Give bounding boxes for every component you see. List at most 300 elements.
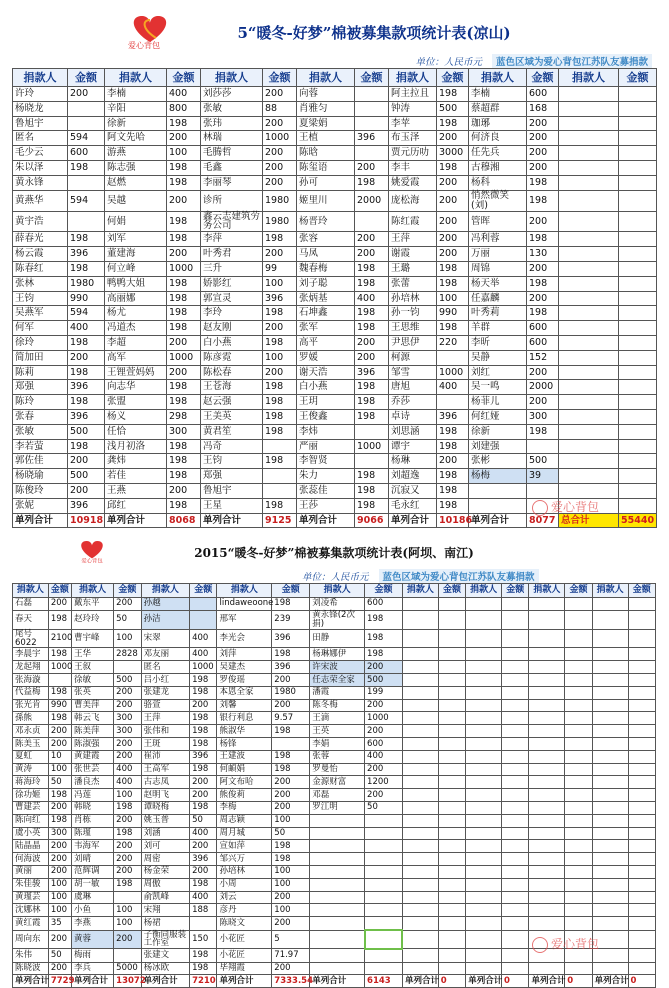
donor-name <box>559 336 619 351</box>
donor-name <box>402 962 438 975</box>
donor-name <box>529 598 565 611</box>
donor-name: 王苍海 <box>201 380 263 395</box>
donation-amount: 50 <box>48 949 71 962</box>
donor-name: 董建海 <box>105 247 167 262</box>
donation-amount: 600 <box>68 146 105 161</box>
donation-amount <box>619 211 657 232</box>
sheet-title-bar <box>12 10 656 54</box>
donation-amount: 198 <box>68 395 105 410</box>
donor-name: 杨菲儿 <box>469 395 527 410</box>
donation-amount: 396 <box>263 291 297 306</box>
donor-name <box>466 712 502 725</box>
total-label: 单列合计 <box>141 975 189 988</box>
donation-amount <box>565 725 592 738</box>
donation-table <box>12 583 656 988</box>
donation-amount: 198 <box>167 291 201 306</box>
table-row <box>13 840 656 853</box>
donor-name <box>466 802 502 815</box>
donor-name <box>466 629 502 648</box>
donation-amount: 198 <box>114 827 141 840</box>
donor-name: 徐敏 <box>72 674 114 687</box>
donor-name <box>466 776 502 789</box>
donation-amount: 198 <box>437 469 469 484</box>
donor-name: 白小燕 <box>297 380 355 395</box>
donation-amount <box>502 598 529 611</box>
donation-amount: 400 <box>190 891 217 904</box>
donation-amount: 200 <box>114 840 141 853</box>
donor-name <box>402 917 438 930</box>
donation-amount: 198 <box>114 878 141 891</box>
donor-name: 黄永锋(2次捐) <box>310 610 365 629</box>
donor-name: 张容 <box>297 232 355 247</box>
donor-name: 邓磊 <box>310 789 365 802</box>
heart-logo-icon <box>72 537 132 565</box>
donor-name: 小花匠 <box>217 949 272 962</box>
donor-name <box>402 827 438 840</box>
donation-amount: 200 <box>355 336 389 351</box>
donation-amount <box>502 750 529 763</box>
table-row <box>13 262 657 277</box>
donation-amount: 100 <box>272 904 310 917</box>
donor-name <box>402 712 438 725</box>
donor-name: 白小燕 <box>201 336 263 351</box>
donation-amount: 198 <box>263 424 297 439</box>
donation-amount <box>355 87 389 102</box>
donation-amount: 152 <box>527 350 559 365</box>
donor-name: 韦海军 <box>72 840 114 853</box>
donation-amount: 200 <box>48 802 71 815</box>
sheet-title: 2015“暖冬-好梦”棉被募集款项统计表(阿坝、南江) <box>194 545 474 560</box>
donation-amount: 200 <box>527 211 559 232</box>
donation-amount: 239 <box>272 610 310 629</box>
donation-amount: 1000 <box>437 365 469 380</box>
donation-amount <box>438 598 465 611</box>
donation-amount: 50 <box>272 827 310 840</box>
donation-amount: 400 <box>365 750 403 763</box>
donor-name: 孫熊 <box>13 712 49 725</box>
donor-name: 杨晓瑜 <box>13 469 68 484</box>
donation-amount <box>628 674 656 687</box>
donor-name <box>402 878 438 891</box>
donor-name <box>402 949 438 962</box>
donor-name <box>402 629 438 648</box>
donation-amount <box>565 814 592 827</box>
donation-amount <box>365 878 403 891</box>
donor-name <box>559 116 619 131</box>
donation-amount: 198 <box>263 498 297 513</box>
donation-amount: 199 <box>365 686 403 699</box>
donation-amount: 198 <box>437 87 469 102</box>
donor-name: 龙起翔 <box>13 661 49 674</box>
donor-name: 刘超逸 <box>389 469 437 484</box>
donor-name: 张蕊佳 <box>297 484 355 499</box>
donation-amount: 198 <box>48 789 71 802</box>
donation-amount <box>619 350 657 365</box>
donor-name <box>466 962 502 975</box>
donation-amount <box>565 866 592 879</box>
donor-name: 李梅 <box>217 802 272 815</box>
donor-name: 子衡同服装工作室 <box>141 930 189 949</box>
donation-amount <box>438 712 465 725</box>
donor-name: 孙一钧 <box>389 306 437 321</box>
donation-amount <box>263 469 297 484</box>
donor-name: 布玉泽 <box>389 131 437 146</box>
donation-amount: 198 <box>167 160 201 175</box>
donor-name <box>559 410 619 425</box>
donation-amount: 100 <box>48 904 71 917</box>
donation-amount <box>565 686 592 699</box>
donor-name: 杨科 <box>469 175 527 190</box>
donation-amount: 200 <box>527 291 559 306</box>
donor-name: 张海漩 <box>13 674 49 687</box>
total-label: 单列合计 <box>310 975 365 988</box>
donor-name <box>592 661 628 674</box>
donor-name <box>310 949 365 962</box>
donor-name: 周密 <box>141 853 189 866</box>
donor-name: 孙培林 <box>217 866 272 879</box>
donation-amount <box>355 454 389 469</box>
donation-amount: 198 <box>68 160 105 175</box>
donor-name <box>402 725 438 738</box>
donation-amount <box>565 878 592 891</box>
donor-name: 赵明飞 <box>141 789 189 802</box>
donation-amount: 198 <box>68 232 105 247</box>
donation-amount: 600 <box>527 321 559 336</box>
donation-amount <box>502 661 529 674</box>
donation-amount: 9.57 <box>272 712 310 725</box>
donation-amount <box>565 827 592 840</box>
donation-amount: 198 <box>527 306 559 321</box>
donation-amount: 198 <box>437 424 469 439</box>
donation-amount <box>565 712 592 725</box>
donation-amount <box>628 686 656 699</box>
donor-name <box>529 904 565 917</box>
donor-name <box>592 878 628 891</box>
donor-name <box>529 853 565 866</box>
table-row <box>13 276 657 291</box>
donor-name <box>402 738 438 751</box>
donation-amount: 1980 <box>272 686 310 699</box>
header-donor: 捐款人 <box>297 69 355 87</box>
donor-name: 刘红 <box>469 365 527 380</box>
donation-amount: 400 <box>190 629 217 648</box>
donation-amount <box>190 610 217 629</box>
donor-name <box>559 262 619 277</box>
donation-amount <box>502 866 529 879</box>
donor-name: 阿主拉且 <box>389 87 437 102</box>
sheet-title-bar <box>12 535 656 569</box>
donation-amount <box>502 674 529 687</box>
donor-name: 徐新 <box>469 424 527 439</box>
donor-name <box>466 814 502 827</box>
donation-amount: 198 <box>272 840 310 853</box>
donor-name: 杨金荣 <box>141 866 189 879</box>
donation-amount: 396 <box>272 661 310 674</box>
donor-name: 匿名 <box>141 661 189 674</box>
table-row <box>13 648 656 661</box>
donor-name: 俞凯峰 <box>141 891 189 904</box>
donor-name: 黄丽 <box>13 866 49 879</box>
donation-amount <box>619 146 657 161</box>
donation-amount <box>619 498 657 513</box>
table-row <box>13 738 656 751</box>
table-row <box>13 725 656 738</box>
donation-amount: 198 <box>527 190 559 211</box>
donor-name: 吕小红 <box>141 674 189 687</box>
donor-name: 邢军 <box>217 610 272 629</box>
donation-amount: 200 <box>365 763 403 776</box>
donation-amount <box>502 949 529 962</box>
table-row <box>13 904 656 917</box>
watermark: 爱心背包 <box>532 498 599 516</box>
donor-name <box>592 686 628 699</box>
donor-name: 古志凤 <box>141 776 189 789</box>
donation-amount: 198 <box>167 232 201 247</box>
header-amount: 金额 <box>355 69 389 87</box>
donor-name: 金源财富 <box>310 776 365 789</box>
table-row <box>13 424 657 439</box>
donation-amount <box>438 725 465 738</box>
table-row <box>13 878 656 891</box>
donation-amount: 1000 <box>355 439 389 454</box>
donor-name: 王斑 <box>141 738 189 751</box>
total-label: 单列合计 <box>297 513 355 528</box>
donor-name: 陈晓文 <box>217 917 272 930</box>
donor-name: 简加田 <box>13 350 68 365</box>
donor-name: 郑强 <box>13 380 68 395</box>
donation-amount: 168 <box>527 101 559 116</box>
donation-amount: 200 <box>365 699 403 712</box>
table-row <box>13 291 657 306</box>
donation-amount: 200 <box>437 247 469 262</box>
donation-amount: 200 <box>437 175 469 190</box>
donor-name: 林瑞 <box>201 131 263 146</box>
table-row <box>13 802 656 815</box>
column-total: 9125 <box>263 513 297 528</box>
donation-amount: 594 <box>68 131 105 146</box>
table-row <box>13 917 656 930</box>
donor-name <box>529 789 565 802</box>
donor-name: 王锂萱妈妈 <box>105 365 167 380</box>
donor-name: 杨晋玲 <box>297 211 355 232</box>
donation-amount <box>502 629 529 648</box>
donor-name <box>310 827 365 840</box>
donor-name: 刘凌希 <box>310 598 365 611</box>
donation-amount: 198 <box>272 750 310 763</box>
donation-amount: 400 <box>190 827 217 840</box>
donor-name: 卓诗 <box>389 410 437 425</box>
donation-amount: 396 <box>272 629 310 648</box>
donation-amount <box>527 439 559 454</box>
donation-amount <box>365 917 403 930</box>
donation-amount <box>628 878 656 891</box>
header-donor: 捐款人 <box>529 584 565 598</box>
donor-name <box>559 321 619 336</box>
donor-name: 王植 <box>297 131 355 146</box>
donor-name: 黄燕华 <box>13 190 68 211</box>
donor-name: 张建文 <box>141 949 189 962</box>
donation-amount: 200 <box>263 247 297 262</box>
donor-name: 陈志强 <box>105 160 167 175</box>
donation-amount: 198 <box>167 175 201 190</box>
donor-name: 张敏 <box>201 101 263 116</box>
donation-amount: 198 <box>272 598 310 611</box>
donation-amount <box>502 917 529 930</box>
donation-amount: 198 <box>167 211 201 232</box>
donation-amount: 200 <box>167 131 201 146</box>
table-row <box>13 484 657 499</box>
donor-name: 罗俊瑶 <box>217 674 272 687</box>
donor-name: 宋翔 <box>141 904 189 917</box>
total-label: 单列合计 <box>13 975 49 988</box>
donor-name: 阿文先哈 <box>105 131 167 146</box>
donor-name: 唐旭 <box>389 380 437 395</box>
donor-name: 谭宇 <box>389 439 437 454</box>
donation-amount: 198 <box>263 336 297 351</box>
donation-amount: 200 <box>167 484 201 499</box>
donation-amount <box>565 610 592 629</box>
donor-name <box>592 674 628 687</box>
table-row <box>13 598 656 611</box>
donor-name <box>402 814 438 827</box>
donor-name: 赵玲玲 <box>72 610 114 629</box>
donation-amount: 200 <box>355 350 389 365</box>
donation-amount: 200 <box>437 131 469 146</box>
donation-amount: 200 <box>263 321 297 336</box>
donation-amount <box>438 802 465 815</box>
unit-row <box>12 569 656 583</box>
donor-name <box>529 802 565 815</box>
donation-amount <box>355 116 389 131</box>
donation-amount <box>502 763 529 776</box>
donor-name: 诊所 <box>201 190 263 211</box>
donor-name: 许宋波 <box>310 661 365 674</box>
donor-name: 王美英 <box>201 410 263 425</box>
donation-amount: 396 <box>68 380 105 395</box>
donor-name: 熊淑华 <box>217 725 272 738</box>
donor-name: 徐功姬 <box>13 789 49 802</box>
donor-name <box>559 350 619 365</box>
donor-name: 陈冬梅 <box>310 699 365 712</box>
column-total: 7729 <box>48 975 71 988</box>
donation-amount: 198 <box>190 949 217 962</box>
donor-name: 宣如萍 <box>217 840 272 853</box>
donor-name: 小鱼 <box>72 904 114 917</box>
donation-amount: 400 <box>355 291 389 306</box>
header-donor: 捐款人 <box>469 69 527 87</box>
donation-amount <box>619 410 657 425</box>
donation-amount: 300 <box>114 712 141 725</box>
donor-name: 陈美萍 <box>72 725 114 738</box>
donor-name: 黄瑾芸 <box>13 891 49 904</box>
donation-amount <box>68 175 105 190</box>
donor-name <box>559 131 619 146</box>
donation-amount <box>438 750 465 763</box>
donor-name: 陈玺语 <box>297 160 355 175</box>
donation-amount <box>502 686 529 699</box>
donor-name <box>466 763 502 776</box>
donation-amount <box>619 336 657 351</box>
donor-name: 姬里川 <box>297 190 355 211</box>
donor-name: 王钧 <box>201 454 263 469</box>
donation-amount: 200 <box>272 891 310 904</box>
table-row <box>13 962 656 975</box>
donation-amount: 188 <box>190 904 217 917</box>
donor-name: 张炳基 <box>297 291 355 306</box>
donor-name: 代益梅 <box>13 686 49 699</box>
donor-name: 姚玉普 <box>141 814 189 827</box>
column-total: 10918 <box>68 513 105 528</box>
donation-amount <box>565 891 592 904</box>
grand-total-value: 55440 <box>619 513 657 528</box>
donation-amount: 200 <box>365 661 403 674</box>
donation-amount: 1000 <box>167 350 201 365</box>
donation-amount: 198 <box>68 439 105 454</box>
donation-amount <box>565 904 592 917</box>
wechat-icon <box>532 500 548 516</box>
donor-name <box>592 750 628 763</box>
donation-amount: 200 <box>263 87 297 102</box>
table-row <box>13 380 657 395</box>
donor-name <box>402 930 438 949</box>
donor-name: 杨锋 <box>217 738 272 751</box>
donor-name: 黄永锋 <box>13 175 68 190</box>
donation-amount: 200 <box>114 738 141 751</box>
donor-name: 鸭鸭大姐 <box>105 276 167 291</box>
donation-amount <box>355 211 389 232</box>
donor-name: 黄建霞 <box>72 750 114 763</box>
donation-amount <box>114 949 141 962</box>
donation-amount: 600 <box>365 738 403 751</box>
donor-name <box>529 750 565 763</box>
table-row <box>13 365 657 380</box>
header-amount: 金额 <box>527 69 559 87</box>
donor-name: 冯道杰 <box>105 321 167 336</box>
donation-amount <box>355 101 389 116</box>
donation-amount <box>438 686 465 699</box>
column-total: 0 <box>438 975 465 988</box>
donor-name: 杨尤 <box>105 306 167 321</box>
donation-amount: 990 <box>68 291 105 306</box>
donation-amount: 396 <box>68 498 105 513</box>
donor-name: 王星 <box>201 498 263 513</box>
unit-label: 单位：人民币元 <box>415 57 482 68</box>
donor-name: 李娟 <box>310 738 365 751</box>
donor-name <box>402 610 438 629</box>
donor-name: 刘子聪 <box>297 276 355 291</box>
donation-amount: 100 <box>114 917 141 930</box>
donor-name <box>559 439 619 454</box>
donor-name: 邓永贞 <box>13 725 49 738</box>
donation-amount: 198 <box>263 306 297 321</box>
donor-name: 任先兵 <box>469 146 527 161</box>
donor-name: 石坤鑫 <box>297 306 355 321</box>
donation-amount <box>365 930 403 949</box>
donor-name <box>559 380 619 395</box>
donor-name <box>529 763 565 776</box>
donation-amount <box>438 776 465 789</box>
donor-name <box>310 917 365 930</box>
donor-name <box>559 484 619 499</box>
donation-amount <box>365 866 403 879</box>
donation-amount <box>565 699 592 712</box>
donor-name: 黄蓉 <box>72 930 114 949</box>
table-row <box>13 87 657 102</box>
donation-amount: 200 <box>527 365 559 380</box>
donor-name <box>529 866 565 879</box>
donor-name <box>592 763 628 776</box>
donation-amount: 2100 <box>48 629 71 648</box>
